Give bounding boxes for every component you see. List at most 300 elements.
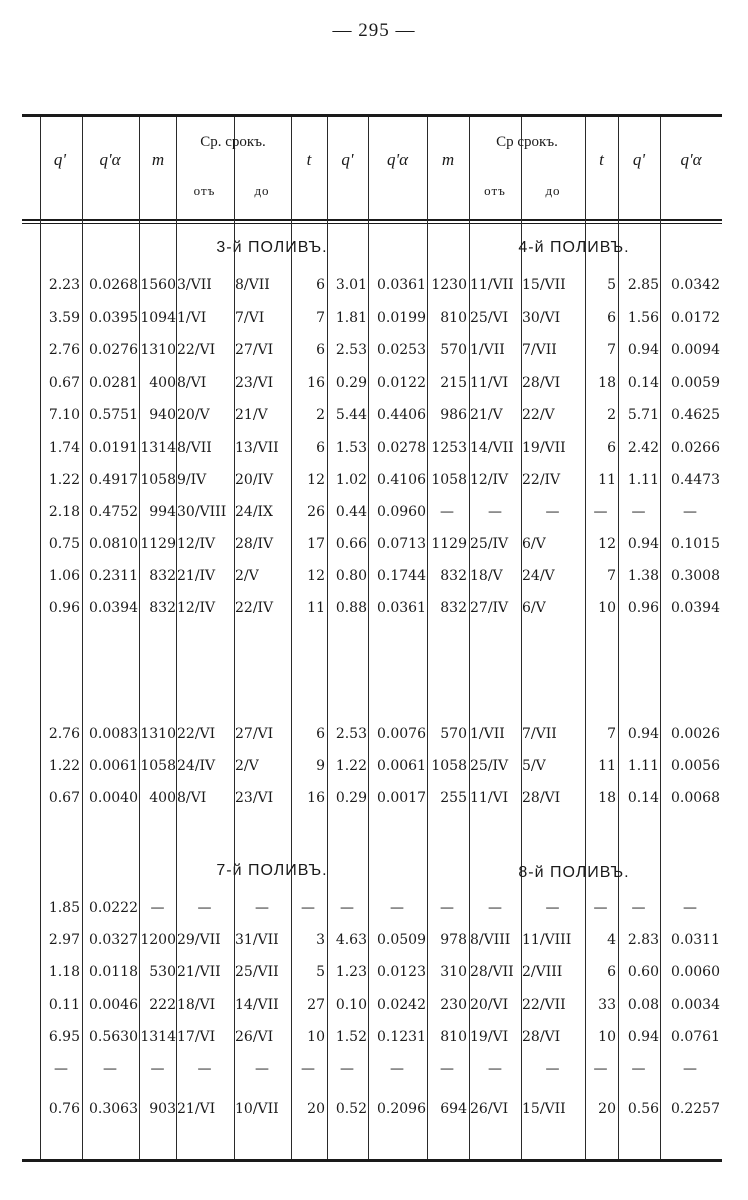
table-cell: 222 [149,997,176,1013]
table-cell: 1253 [431,440,467,456]
table-cell: 8/VI [177,790,207,806]
table-cell: 0.52 [335,1101,367,1117]
table-cell: 1058 [431,758,467,774]
table-cell: 0.4752 [89,504,138,520]
table-cell: 0.0040 [89,790,138,806]
table-cell: 978 [440,932,467,948]
table-cell: 12 [307,472,325,488]
section-title-4: 4-й ПОЛИВЪ. [518,239,630,256]
table-cell: 7 [316,310,325,326]
table-cell: 255 [440,790,467,806]
table-cell: 5 [607,277,616,293]
table-cell: 24/V [522,568,555,584]
table-cell: 26 [307,504,325,520]
table-cell: 0.0017 [377,790,426,806]
table-cell: 19/VI [470,1029,509,1045]
table-cell: 5 [316,964,325,980]
table-cell: 0.66 [335,536,367,552]
table-cell: — [631,900,646,916]
table-cell: 22/VII [522,997,566,1013]
table-cell: 21/VII [177,964,221,980]
header-from: отъ [193,183,216,198]
table-cell: 0.96 [627,600,659,616]
table-cell: 22/VI [177,342,216,358]
table-cell: — [593,504,608,520]
table-cell: 2.76 [48,726,80,742]
table-cell: 0.5751 [89,407,138,423]
table-cell: 0.0713 [377,536,426,552]
table-cell: 6 [607,440,616,456]
table-cell: 29/VII [177,932,221,948]
table-cell: 2.53 [335,726,367,742]
table-cell: 0.0191 [89,440,138,456]
table-cell: 20 [598,1101,616,1117]
table-cell: 0.76 [48,1101,80,1117]
table-cell: 0.0068 [671,790,720,806]
table-cell: 1.85 [48,900,80,916]
table-cell: 0.0761 [671,1029,720,1045]
table-cell: 400 [149,375,176,391]
header-q-prime-alpha-3: q'α [680,150,702,169]
table-cell: 16 [307,790,325,806]
table-cell: 0.67 [48,790,80,806]
table-cell: 21/IV [177,568,216,584]
table-cell: 0.0394 [89,600,138,616]
header-t: t [306,150,312,169]
table-cell: 0.80 [335,568,367,584]
table-cell: 2/V [235,568,259,584]
table-cell: 2 [607,407,616,423]
table-cell: 11 [598,472,616,488]
table-cell: 0.94 [627,726,659,742]
table-cell: 26/VI [470,1101,509,1117]
table-cell: 0.0361 [377,600,426,616]
header-to-2: до [545,183,561,198]
table-cell: 15/VII [522,1101,566,1117]
table-cell: 20/IV [235,472,274,488]
table-cell: 832 [149,600,176,616]
table-cell: 570 [440,342,467,358]
table-cell: 0.0118 [89,964,138,980]
table-cell: 986 [440,407,467,423]
table-cell: 0.0076 [377,726,426,742]
table-cell: 0.29 [335,375,367,391]
table-cell: 0.0122 [377,375,426,391]
table-cell: 940 [149,407,176,423]
table-cell: 6 [316,342,325,358]
table-cell: — [488,900,502,916]
table-cell: 0.0342 [671,277,720,293]
table-cell: 24/IX [235,504,274,520]
table-cell: 810 [440,1029,467,1045]
table-cell: 27/VI [235,726,274,742]
table-cell: 27/IV [470,600,509,616]
table-cell: 1.06 [48,568,80,584]
table-cell: 694 [440,1101,467,1117]
table-cell: 10/VII [235,1101,279,1117]
table-cell: 0.2096 [377,1101,426,1117]
header-q-prime: q' [53,150,67,169]
table-cell: 0.88 [335,600,367,616]
table-cell: 1310 [140,342,176,358]
table-cell: 11/VI [470,375,509,391]
table-cell: 7 [607,726,616,742]
table-cell: 0.0242 [377,997,426,1013]
table-cell: 25/IV [470,536,509,552]
table-cell: 12/IV [470,472,509,488]
table-cell: 0.3063 [89,1101,138,1117]
table-cell: — [631,504,646,520]
table-cell: — [683,1061,697,1077]
table-cell: 1.74 [48,440,80,456]
table-cell: 2/V [235,758,259,774]
table-cell: 6/V [522,600,546,616]
table-cell: 0.14 [627,375,659,391]
table-cell: — [255,900,269,916]
table-cell: 0.0061 [377,758,426,774]
header-from-2: отъ [484,183,506,198]
table-cell: — [197,1061,212,1077]
table-cell: 1058 [140,472,176,488]
table-cell: — [54,1061,68,1077]
table-cell: 14/VII [470,440,514,456]
table-cell: 11/VII [470,277,514,293]
table-cell: 10 [598,1029,616,1045]
table-cell: — [150,1061,165,1077]
table-cell: 7.10 [48,407,80,423]
table-cell: 6 [316,277,325,293]
table-cell: — [340,1061,354,1077]
table-cell: 2.18 [48,504,80,520]
table-cell: 0.0222 [89,900,138,916]
table-cell: — [545,900,560,916]
header-rule-thin [22,223,722,224]
table-cell: 1560 [140,277,176,293]
table-cell: — [488,504,502,520]
table-cell: 20/V [177,407,210,423]
table-cell: 28/VI [522,375,561,391]
table-cell: 0.94 [627,342,659,358]
table-cell: 27 [307,997,325,1013]
table-cell: 6 [316,440,325,456]
table-cell: 0.4406 [377,407,426,423]
table-cell: 0.94 [627,1029,659,1045]
table-cell: 832 [440,568,467,584]
table-cell: — [440,1061,454,1077]
table-cell: 10 [598,600,616,616]
table-cell: 215 [440,375,467,391]
table-cell: 0.4917 [89,472,138,488]
table-cell: 1.38 [627,568,659,584]
table-cell: 1.22 [48,472,80,488]
table-cell: 28/VI [522,790,561,806]
table-cell: 0.0266 [671,440,720,456]
table-cell: 1094 [140,310,176,326]
table-cell: 1129 [140,536,176,552]
table-cell: — [440,900,454,916]
table-cell: 0.1231 [377,1029,426,1045]
table-cell: 22/IV [235,600,274,616]
table-cell: 0.2257 [671,1101,720,1117]
table-cell: 1200 [140,932,176,948]
table-cell: 3.59 [48,310,80,326]
table-cell: — [301,1061,315,1077]
table-cell: 27/VI [235,342,274,358]
table-cell: 6 [316,726,325,742]
table-cell: 0.0061 [89,758,138,774]
table-cell: 2/VIII [522,964,563,980]
table-cell: 6.95 [48,1029,80,1045]
table-cell: 11/VI [470,790,509,806]
header-q-prime-3: q' [632,150,646,169]
table-cell: 21/VI [177,1101,216,1117]
table-cell: 12/IV [177,600,216,616]
table-cell: 310 [440,964,467,980]
table-cell: — [103,1061,117,1077]
table-cell: 28/IV [235,536,274,552]
table-cell: 0.0394 [671,600,720,616]
table-cell: 25/IV [470,758,509,774]
table-cell: 0.5630 [89,1029,138,1045]
table-cell: 0.96 [48,600,80,616]
header-m-2: m [441,150,455,169]
table-cell: 23/VI [235,790,274,806]
table-cell: 1.56 [627,310,659,326]
table-cell: 16 [307,375,325,391]
table-cell: 25/VI [470,310,509,326]
table-cell: 0.2311 [89,568,138,584]
table-cell: 3/VII [177,277,212,293]
table-cell: — [340,900,354,916]
table-cell: 2.97 [48,932,80,948]
table-cell: 0.0395 [89,310,138,326]
table-cell: 7/VII [522,342,557,358]
table-cell: 11/VIII [522,932,572,948]
table-cell: 0.0059 [671,375,720,391]
section-title-8: 8-й ПОЛИВЪ. [518,864,630,881]
table-cell: 1058 [140,758,176,774]
table-cell: 0.0327 [89,932,138,948]
table-cell: 0.94 [627,536,659,552]
table-cell: 1/VII [470,342,505,358]
table-cell: 1.23 [335,964,367,980]
table-cell: — [150,900,165,916]
table-cell: 0.0311 [671,932,720,948]
table-cell: 18/VI [177,997,216,1013]
table-cell: — [301,900,315,916]
table-cell: 6 [607,310,616,326]
table-cell: — [390,900,404,916]
table-cell: 12 [307,568,325,584]
table-cell: 18 [598,790,616,806]
table-cell: 0.0276 [89,342,138,358]
table-cell: 530 [149,964,176,980]
table-cell: 17/VI [177,1029,216,1045]
table-cell: 2.53 [335,342,367,358]
table-cell: 10 [307,1029,325,1045]
section-title-7: 7-й ПОЛИВЪ. [216,862,328,879]
table-cell: 12/IV [177,536,216,552]
table-cell: 0.0960 [377,504,426,520]
table-cell: 0.0281 [89,375,138,391]
table-cell: — [593,1061,608,1077]
table-cell: 1314 [140,1029,176,1045]
table-cell: — [255,1061,269,1077]
table-cell: 31/VII [235,932,279,948]
table-cell: 2.76 [48,342,80,358]
table-cell: 9 [316,758,325,774]
table-cell: 0.0056 [671,758,720,774]
table-cell: 19/VII [522,440,566,456]
table-cell: 0.3008 [671,568,720,584]
table-cell: — [683,900,697,916]
table-cell: 1314 [140,440,176,456]
table-cell: 0.44 [335,504,367,520]
table-cell: 0.0361 [377,277,426,293]
table-cell: 994 [149,504,176,520]
header-q-prime-2: q' [341,150,354,169]
table-cell: 8/VII [235,277,270,293]
header-to: до [254,183,270,198]
table-cell: 0.75 [48,536,80,552]
table-cell: 20/VI [470,997,509,1013]
table-cell: 21/V [235,407,268,423]
header-q-prime-alpha: q'α [99,150,121,169]
table-cell: — [390,1061,404,1077]
table-cell: 17 [307,536,325,552]
table-cell: 0.0172 [671,310,720,326]
header-period: Ср. срокъ. [200,134,266,150]
table-cell: 5.44 [335,407,367,423]
table-cell: 810 [440,310,467,326]
table-cell: 0.4106 [377,472,426,488]
table-cell: 3.01 [335,277,367,293]
header-rule [22,219,722,221]
table-cell: 7 [607,342,616,358]
table-cell: — [593,900,608,916]
table-cell: 0.11 [48,997,80,1013]
table-cell: 2.42 [627,440,659,456]
table-cell: 8/VI [177,375,207,391]
table-cell: 25/VII [235,964,279,980]
table-cell: 0.0268 [89,277,138,293]
table-cell: 0.4473 [671,472,720,488]
table-cell: 7/VII [522,726,557,742]
table-cell: 6/V [522,536,546,552]
table-cell: 5.71 [627,407,659,423]
table-cell: 11 [598,758,616,774]
table-cell: — [440,504,454,520]
table-cell: 0.0278 [377,440,426,456]
table-cell: 18 [598,375,616,391]
table-cell: 1.11 [627,758,659,774]
table-cell: 7/VI [235,310,265,326]
table-cell: 5/V [522,758,546,774]
table-cell: 2.83 [627,932,659,948]
table-cell: 0.0083 [89,726,138,742]
table-cell: 0.0034 [671,997,720,1013]
table-cell: 0.29 [335,790,367,806]
table-cell: 1.18 [48,964,80,980]
table-cell: 1.02 [335,472,367,488]
table-cell: 22/VI [177,726,216,742]
table-cell: 22/V [522,407,555,423]
table-cell: 28/VII [470,964,514,980]
table-cell: 0.0094 [671,342,720,358]
header-q-prime-alpha-2: q'α [386,150,409,169]
table-cell: 2.85 [627,277,659,293]
table-cell: 832 [149,568,176,584]
table-cell: — [545,1061,560,1077]
table-cell: 1.22 [335,758,367,774]
table-cell: 0.4625 [671,407,720,423]
table-cell: 0.67 [48,375,80,391]
table-cell: 1.81 [335,310,367,326]
table-cell: 8/VIII [470,932,511,948]
table-cell: — [197,900,212,916]
table-cell: 2 [316,407,325,423]
table-cell: 20 [307,1101,325,1117]
table-cell: 8/VII [177,440,212,456]
section-title-3: 3-й ПОЛИВЪ. [216,239,328,256]
table-cell: 0.0046 [89,997,138,1013]
table-cell: 1.52 [335,1029,367,1045]
table-cell: 0.14 [627,790,659,806]
table-cell: 7 [607,568,616,584]
table-cell: 14/VII [235,997,279,1013]
table-cell: 2.23 [48,277,80,293]
table-cell: 26/VI [235,1029,274,1045]
table-cell: 1.11 [627,472,659,488]
table-cell: 400 [149,790,176,806]
table-cell: 0.1015 [671,536,720,552]
table-cell: 0.0123 [377,964,426,980]
table-cell: 0.0810 [89,536,138,552]
page-number: — 295 — [332,20,416,41]
table-cell: 24/IV [177,758,216,774]
table-cell: 0.1744 [377,568,426,584]
table-cell: — [683,504,697,520]
table-top-rule [22,114,722,117]
header-period-2: Ср срокъ. [496,134,558,150]
table-cell: 33 [598,997,616,1013]
table-cell: — [631,1061,646,1077]
table-cell: 0.0509 [377,932,426,948]
table-cell: 9/IV [177,472,207,488]
table-cell: 30/VIII [177,504,227,520]
table-cell: 15/VII [522,277,566,293]
table-cell: 230 [440,997,467,1013]
table-cell: 4.63 [335,932,367,948]
table-cell: 13/VII [235,440,279,456]
table-cell: 4 [607,932,616,948]
table-bottom-rule [22,1159,722,1162]
header-m: m [151,150,165,169]
table-cell: 0.0060 [671,964,720,980]
table-cell: 1/VI [177,310,207,326]
table-cell: 0.0253 [377,342,426,358]
table-cell: 0.08 [627,997,659,1013]
table-cell: 6 [607,964,616,980]
table-cell: 1310 [140,726,176,742]
header-t-2: t [599,150,604,169]
table-cell: 0.60 [627,964,659,980]
table-cell: 12 [598,536,616,552]
table-cell: 0.0026 [671,726,720,742]
table-cell: 1/VII [470,726,505,742]
table-cell: 0.10 [335,997,367,1013]
table-cell: 0.56 [627,1101,659,1117]
